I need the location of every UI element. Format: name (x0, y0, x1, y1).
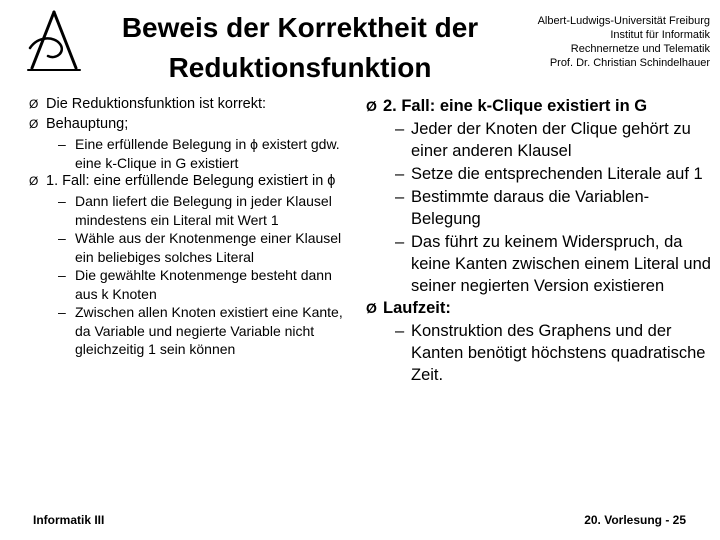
dash-bullet-icon: – (58, 193, 66, 209)
footer-course: Informatik III (33, 513, 105, 527)
dash-bullet-icon: – (58, 136, 66, 152)
sub-bullet-item (395, 186, 711, 230)
sub-bullet-item (395, 163, 711, 185)
institute-line: Albert-Ludwigs-Universität Freiburg (537, 15, 710, 27)
bullet-text: Bestimmte daraus die Variablen-Belegung (411, 188, 650, 228)
dash-bullet-icon: – (395, 322, 405, 340)
arrow-bullet-icon: Ø (29, 174, 39, 188)
sub-bullet-item (58, 266, 349, 303)
institute-line: Prof. Dr. Christian Schindelhauer (549, 57, 710, 69)
dash-bullet-icon: – (58, 230, 66, 246)
bullet-text: Behauptung; (46, 116, 129, 132)
institute-line: Institut für Informatik (610, 29, 710, 41)
bullet-text: Setze die entsprechenden Literale auf 1 (411, 165, 703, 183)
bullet-item (29, 95, 349, 114)
arrow-bullet-icon: Ø (366, 300, 377, 316)
left-column (29, 95, 349, 359)
bullet-item (29, 172, 349, 191)
title-line-2: Reduktionsfunktion (168, 52, 432, 83)
bullet-text: 2. Fall: eine k-Clique existiert in G (383, 97, 648, 115)
arrow-bullet-icon: Ø (29, 117, 39, 131)
bullet-text: Dann liefert die Belegung in jeder Klausel mindestens ein Literal mit Wert 1 (75, 193, 332, 228)
bullet-item (366, 95, 711, 117)
bullet-text: 1. Fall: eine erfüllende Belegung existiert in ϕ (46, 173, 336, 189)
sub-bullet-item (58, 192, 349, 229)
sub-bullet-item (58, 135, 349, 172)
bullet-text: Wähle aus der Knotenmenge einer Klausel ein beliebiges solches Literal (75, 230, 342, 265)
arrow-bullet-icon: Ø (29, 97, 39, 111)
bullet-text: Konstruktion des Graphens und der Kanten benötigt höchstens quadratische Zeit. (411, 322, 706, 384)
sub-bullet-item (58, 303, 349, 359)
dash-bullet-icon: – (395, 165, 405, 183)
bullet-text: Die Reduktionsfunktion ist korrekt: (46, 96, 267, 112)
right-column (366, 95, 711, 386)
footer-slide-number: 20. Vorlesung - 25 (584, 513, 686, 527)
institute-line: Rechnernetze und Telematik (570, 43, 710, 55)
dash-bullet-icon: – (58, 267, 66, 283)
sub-bullet-item (58, 229, 349, 266)
sub-bullet-item (395, 320, 711, 386)
dash-bullet-icon: – (395, 233, 405, 251)
bullet-text: Das führt zu keinem Widerspruch, da keine Kanten zwischen einem Literal und seiner negierten Version existieren (411, 233, 711, 295)
bullet-text: Zwischen allen Knoten existiert eine Kante, da Variable und negierte Variable nicht gleichzeitig 1 sein können (75, 304, 343, 357)
bullet-text: Laufzeit: (383, 299, 451, 317)
dash-bullet-icon: – (395, 120, 405, 138)
title-line-1: Beweis der Korrektheit der (121, 12, 479, 43)
page-title (105, 8, 495, 88)
dash-bullet-icon: – (58, 304, 66, 320)
bullet-text: Eine erfüllende Belegung in ϕ existert gdw. eine k-Clique in G existiert (75, 136, 340, 171)
dash-bullet-icon: – (395, 188, 405, 206)
arrow-bullet-icon: Ø (366, 98, 377, 114)
sub-bullet-item (395, 231, 711, 297)
bullet-text: Die gewählte Knotenmenge besteht dann aus k Knoten (75, 267, 332, 302)
bullet-item (29, 115, 349, 134)
institute-info (505, 14, 710, 70)
university-logo-icon (24, 8, 84, 72)
bullet-item (366, 297, 711, 319)
sub-bullet-item (395, 118, 711, 162)
bullet-text: Jeder der Knoten der Clique gehört zu einer anderen Klausel (411, 120, 691, 160)
